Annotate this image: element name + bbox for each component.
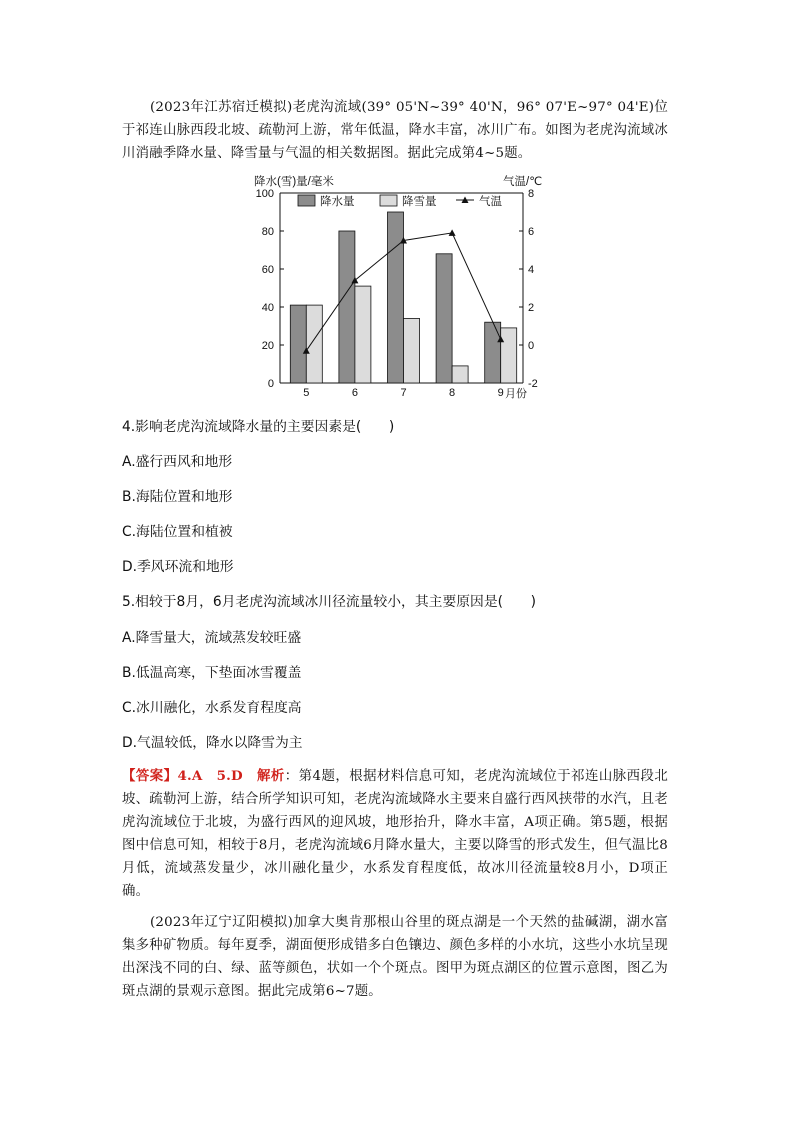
intro-paragraph-1: (2023年江苏宿迁模拟)老虎沟流域(39° 05'N~39° 40'N，96° 07'E~97° 04'E)位于祁连山脉西段北坡、疏勒河上游，常年低温，降水丰富，冰川广布。如图为老虎沟流域冰川消融季降水量、降雪量与气温的相关数据图。据此完成第4~5题。 xyxy=(122,100,668,161)
q5-option-c: C.冰川融化，水系发育程度高 xyxy=(122,700,302,716)
snow-bar xyxy=(404,318,420,383)
snow-bar xyxy=(452,366,468,383)
right-tick-label: 0 xyxy=(528,340,535,352)
answer-explanation xyxy=(122,765,668,903)
category-label: 5 xyxy=(303,387,310,399)
q5-option-d: D.气温较低，降水以降雪为主 xyxy=(122,735,303,751)
left-tick-label: 60 xyxy=(261,264,274,276)
left-tick-label: 80 xyxy=(261,226,274,238)
category-label: 7 xyxy=(400,387,407,399)
precip-bar xyxy=(339,231,355,383)
left-tick-label: 100 xyxy=(255,188,274,200)
question-5-stem: 5.相较于8月，6月老虎沟流域冰川径流量较小，其主要原因是( ) xyxy=(122,594,536,610)
precip-bar xyxy=(290,305,306,383)
right-tick-label: -2 xyxy=(528,378,538,390)
legend xyxy=(298,194,502,208)
right-tick-label: 4 xyxy=(528,264,535,276)
right-axis-title: 气温/℃ xyxy=(503,176,543,188)
answer-keys: 4.A 5.D xyxy=(177,768,243,784)
x-axis-title: 月份 xyxy=(505,388,527,400)
q4-option-c: C.海陆位置和植被 xyxy=(122,524,233,540)
q5-option-b: B.低温高寒，下垫面冰雪覆盖 xyxy=(122,665,302,681)
right-tick-label: 8 xyxy=(528,188,535,200)
intro-paragraph-2: (2023年辽宁辽阳模拟)加拿大奥肯那根山谷里的斑点湖是一个天然的盐碱湖，湖水富集多种矿物质。每年夏季，湖面便形成错多白色镶边、颜色多样的小水坑，这些小水坑呈现出深浅不同的白、绿、蓝等颜色，状如一个个斑点。图甲为斑点湖区的位置示意图，图乙为斑点湖的景观示意图。据此完成第6~7题。 xyxy=(122,915,668,999)
temperature-point xyxy=(449,229,456,236)
snow-bar xyxy=(306,305,322,383)
legend-label-temp: 气温 xyxy=(479,196,502,208)
precip-bar xyxy=(485,322,501,383)
legend-label-precip: 降水量 xyxy=(320,196,355,208)
left-tick-label: 40 xyxy=(261,302,274,314)
climate-chart xyxy=(0,0,794,410)
precip-bar xyxy=(388,212,404,383)
category-label: 9 xyxy=(497,387,504,399)
explanation-label: 解析 xyxy=(256,768,285,784)
right-tick-label: 2 xyxy=(528,302,535,314)
q4-option-a: A.盛行西风和地形 xyxy=(122,454,233,470)
snow-bar xyxy=(355,286,371,383)
legend-swatch-snow xyxy=(380,195,397,206)
left-tick-label: 0 xyxy=(267,378,274,390)
legend-swatch-precip xyxy=(298,195,315,206)
right-tick-label: 6 xyxy=(528,226,535,238)
left-tick-label: 20 xyxy=(261,340,274,352)
snow-bar xyxy=(501,328,517,383)
q4-option-b: B.海陆位置和地形 xyxy=(122,489,233,505)
q5-option-a: A.降雪量大，流域蒸发较旺盛 xyxy=(122,630,302,646)
category-label: 6 xyxy=(351,387,358,399)
explanation-text: ：第4题，根据材料信息可知，老虎沟流域位于祁连山脉西段北坡、疏勒河上游，结合所学知识可知，老虎沟流域降水主要来自盛行西风挟带的水汽，且老虎沟流域位于北坡，为盛行西风的迎风坡，地形抬升，降水丰富，A项正确。第5题，根据图中信息可知，相较于8月，老虎沟流域6月降水量大，主要以降雪的形式发生，但气温比8月低，流域蒸发量少，冰川融化量少，水系发育程度低，故冰川径流量较8月小，D项正确。 xyxy=(122,769,668,899)
question-4-stem: 4.影响老虎沟流域降水量的主要因素是( ) xyxy=(122,419,395,435)
q4-option-d: D.季风环流和地形 xyxy=(122,559,234,575)
answer-tag: 【答案】 xyxy=(122,768,178,784)
category-label: 8 xyxy=(449,387,456,399)
legend-label-snow: 降雪量 xyxy=(402,196,437,208)
left-axis-title: 降水(雪)量/毫米 xyxy=(254,176,334,188)
precip-bar xyxy=(436,254,452,383)
